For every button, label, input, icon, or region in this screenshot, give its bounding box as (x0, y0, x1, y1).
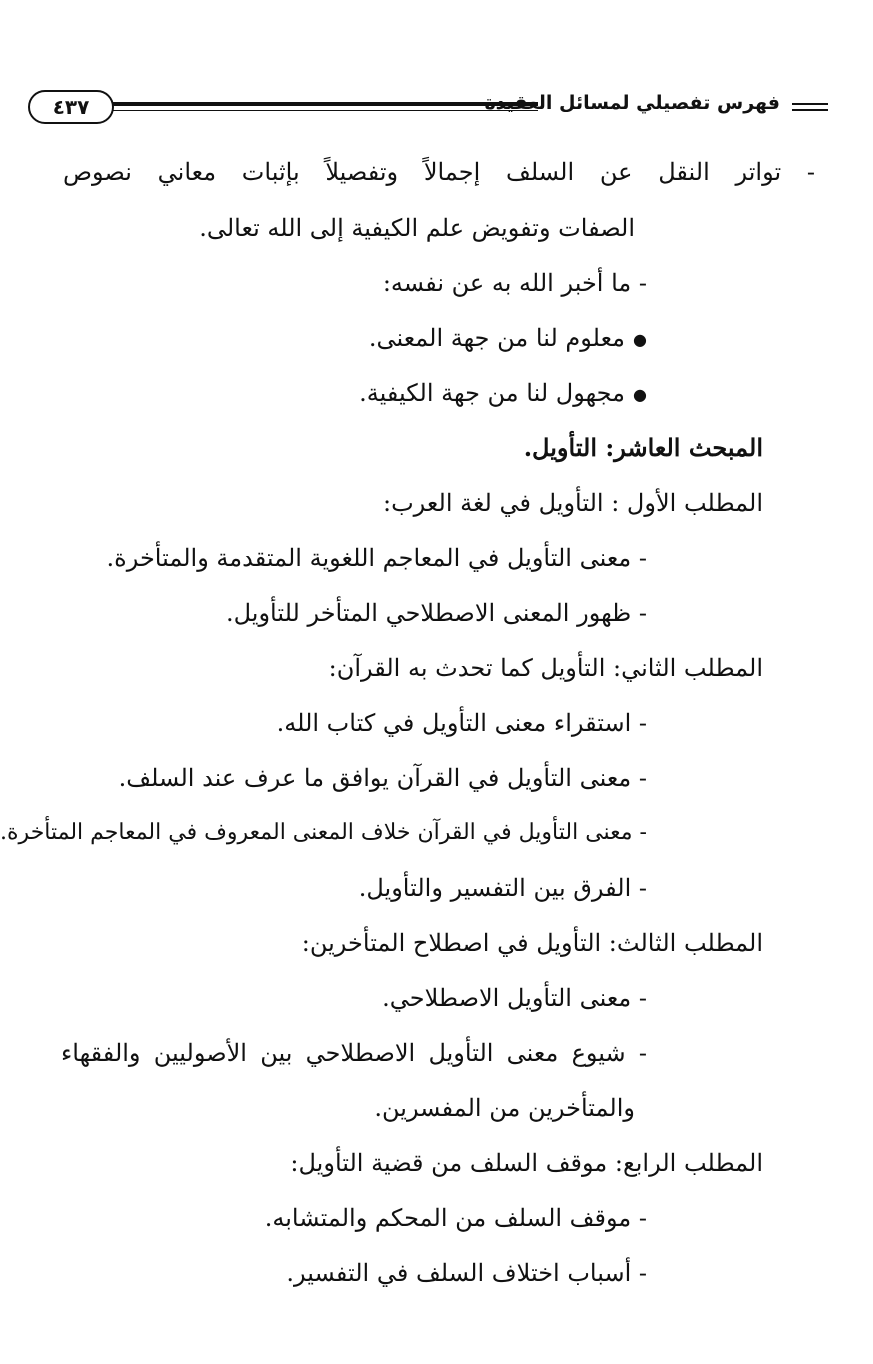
header-title: فهرس تفصيلي لمسائل العقيدة (484, 92, 780, 114)
text-line: - الفرق بين التفسير والتأويل. (358, 874, 647, 902)
text-line: والمتأخرين من المفسرين. (374, 1094, 635, 1122)
header-rule-long (108, 102, 538, 111)
text-line: - استقراء معنى التأويل في كتاب الله. (276, 709, 647, 737)
text-line: - معنى التأويل الاصطلاحي. (382, 984, 647, 1012)
text-line: - ظهور المعنى الاصطلاحي المتأخر للتأويل. (225, 599, 647, 627)
text-line: - ما أخبر الله به عن نفسه: (382, 269, 647, 297)
section-heading: المبحث العاشر: التأويل. (523, 433, 763, 462)
text-line: - معنى التأويل في المعاجم اللغوية المتقدمة والمتأخرة. (106, 544, 647, 572)
header-rule-short (792, 103, 828, 111)
text-line: - شيوع معنى التأويل الاصطلاحي بين الأصوليين والفقهاء (61, 1039, 647, 1067)
subsection-heading: المطلب الأول : التأويل في لغة العرب: (383, 489, 763, 517)
text-line: - معنى التأويل في القرآن خلاف المعنى المعروف في المعاجم المتأخرة. (0, 820, 647, 845)
text-line: - معنى التأويل في القرآن يوافق ما عرف عند السلف. (118, 764, 647, 792)
subsection-heading: المطلب الرابع: موقف السلف من قضية التأويل: (290, 1149, 763, 1177)
text-line: - تواتر النقل عن السلف إجمالاً وتفصيلاً بإثبات معاني نصوص (63, 158, 815, 186)
page-header (28, 86, 828, 130)
page-number: ٤٣٧ (28, 90, 114, 124)
bullet-item: ● معلوم لنا من جهة المعنى. (369, 322, 647, 356)
bullet-item: ● مجهول لنا من جهة الكيفية. (359, 377, 647, 411)
text-line: - موقف السلف من المحكم والمتشابه. (264, 1204, 647, 1232)
subsection-heading: المطلب الثالث: التأويل في اصطلاح المتأخرين: (301, 929, 763, 957)
text-line: الصفات وتفويض علم الكيفية إلى الله تعالى. (199, 214, 635, 242)
text-line: - أسباب اختلاف السلف في التفسير. (286, 1259, 647, 1287)
subsection-heading: المطلب الثاني: التأويل كما تحدث به القرآن: (328, 654, 763, 682)
